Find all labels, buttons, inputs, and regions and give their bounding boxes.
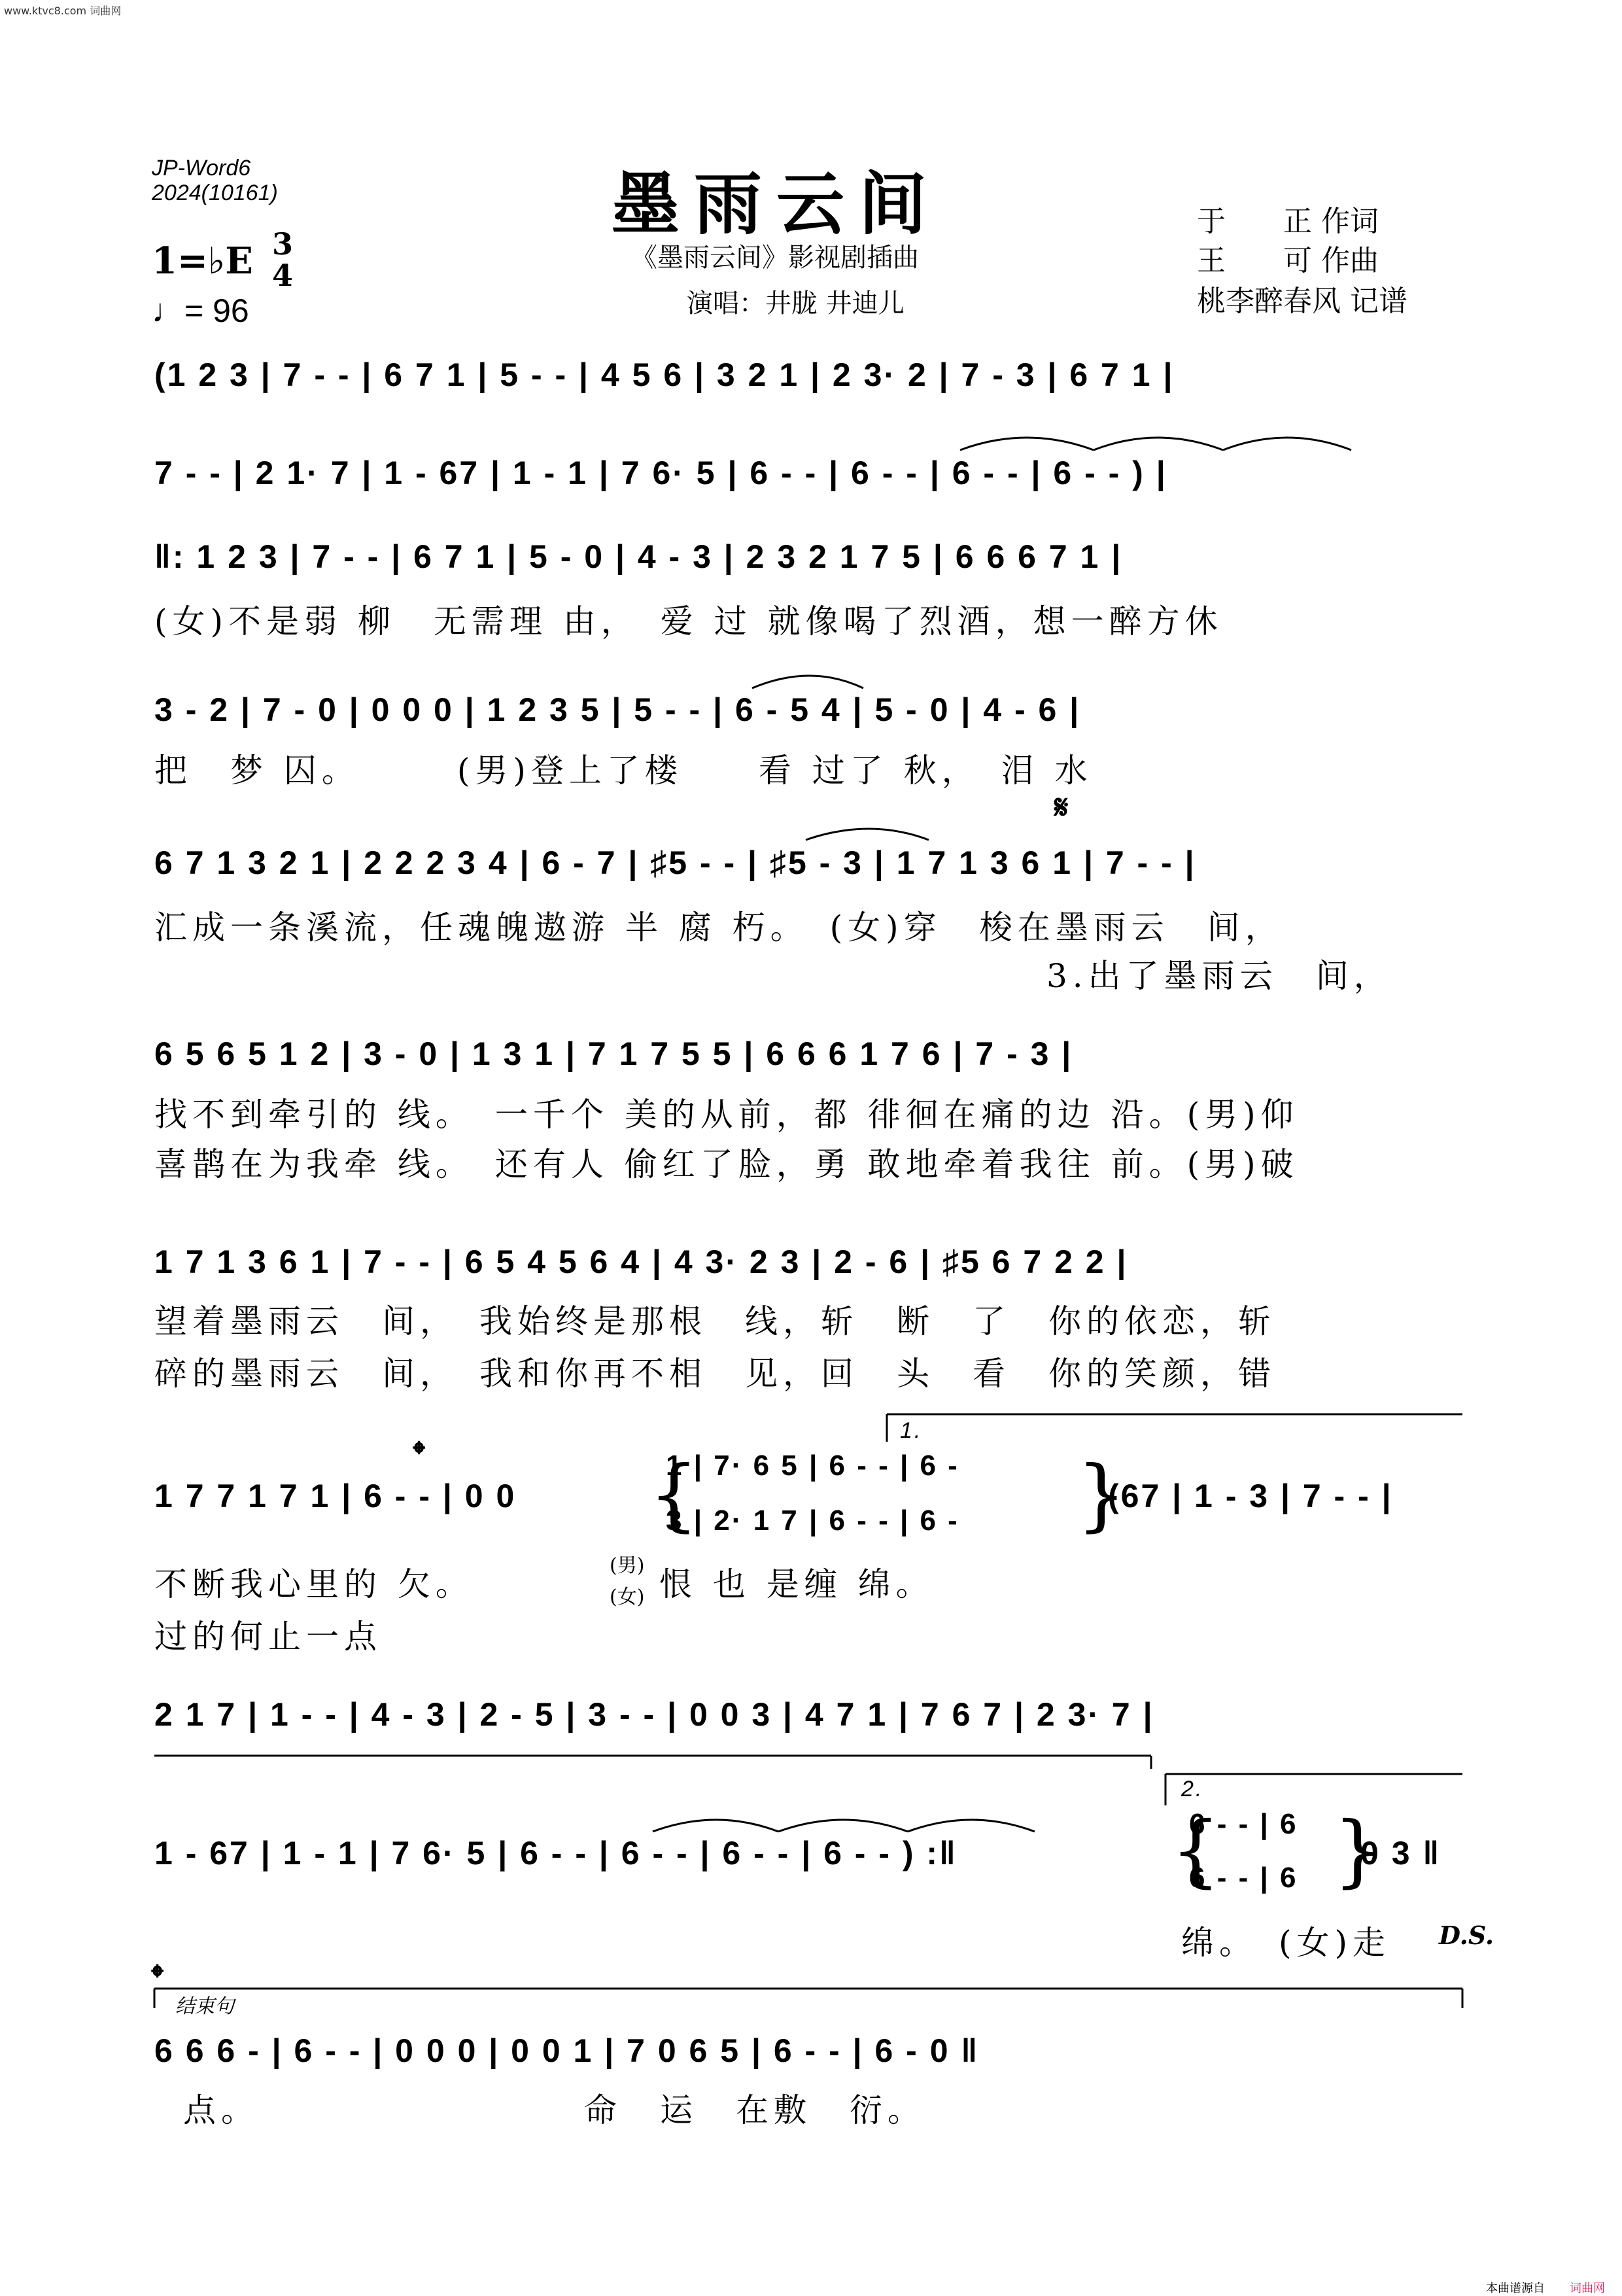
lyricist: 于 正 作词 (1197, 205, 1379, 238)
row-6-lyric-2: 喜鹊在为我牵 线。 还有人 偷红了脸，勇 敢地牵着我往 前。(男)破 (154, 1145, 1299, 1183)
footer-source: 本曲谱源自 (1486, 2282, 1545, 2295)
segno-mark: 𝄋 (1054, 788, 1069, 826)
row-7-lyric-1: 望着墨雨云 间， 我始终是那根 线，斩 断 了 你的依恋，斩 (154, 1302, 1276, 1340)
row-4-lyric-1: 把 梦 囚。 (男)登上了楼 看 过了 秋， 泪 水 (154, 752, 1093, 790)
footer-site: 词曲网 (1570, 2282, 1605, 2295)
row-5-lyric-2: 3.出了墨雨云 间， (1046, 957, 1392, 995)
row-8-brace-right: } (1077, 1450, 1127, 1540)
row-8-voice-female: (女) (610, 1586, 645, 1609)
row-10-brace-right: } (1333, 1805, 1383, 1896)
row-1-notes: (1 2 3 | 7 - - | 6 7 1 | 5 - - | 4 5 6 | 3 2 1 | 2 3· 2 | 7 - 3 | 6 7 1 | (154, 357, 1175, 393)
site-watermark: www.ktvc8.com 词曲网 (4, 5, 122, 17)
coda-mark-2: 𝄌 (152, 1957, 164, 1996)
score-code: 2024(10161) (152, 181, 278, 205)
row-11-notes: 6 6 6 - | 6 - - | 0 0 0 | 0 0 1 | 7 0 6 5 | 6 - - | 6 - 0 ‖ (154, 2032, 980, 2069)
row-8-lower-voice: 3 | 2· 1 7 | 6 - - | 6 - (666, 1505, 959, 1537)
key-signature: 1=♭E (152, 239, 253, 283)
tempo: ♩= 96 (152, 292, 249, 329)
row-8-brace-left: { (649, 1450, 699, 1540)
row-6-lyric-1: 找不到牵引的 线。 一千个 美的从前，都 徘徊在痛的边 沿。(男)仰 (154, 1096, 1299, 1134)
row-9-notes: 2 1 7 | 1 - - | 4 - 3 | 2 - 5 | 3 - - | 0 0 3 | 4 7 1 | 7 6 7 | 2 3· 7 | (154, 1696, 1154, 1733)
time-bottom: 4 (272, 258, 294, 293)
row-8-upper-voice: 1 | 7· 6 5 | 6 - - | 6 - (666, 1450, 959, 1482)
row-10-lyric-1: 绵。 (女)走 (1181, 1924, 1391, 1962)
row-10-volta-label: 2. (1181, 1777, 1204, 1801)
row-5-lyric-1: 汇成一条溪流，任魂魄遨游 半 腐 朽。 (女)穿 梭在墨雨云 间， (154, 909, 1283, 947)
row-5-notes: 6 7 1 3 2 1 | 2 2 2 3 4 | 6 - 7 | ♯5 - - | ♯5 - 3 | 1 7 1 3 6 1 | 7 - - | (154, 844, 1196, 881)
transcriber: 桃李醉春风 记谱 (1197, 285, 1407, 318)
singers: 演唱：井胧 井迪儿 (687, 288, 905, 319)
row-8-voice-lyric: 恨 也 是缠 绵。 (659, 1565, 934, 1603)
row-10-brace-left: { (1171, 1805, 1221, 1896)
row-7-notes: 1 7 1 3 6 1 | 7 - - | 6 5 4 5 6 4 | 4 3· 2 3 | 2 - 6 | ♯5 6 7 2 2 | (154, 1244, 1128, 1280)
ds-mark: D.S. (1439, 1921, 1494, 1950)
software-label: JP-Word6 (152, 156, 251, 181)
page-title: 墨雨云间 (612, 164, 942, 244)
row-6-notes: 6 5 6 5 1 2 | 3 - 0 | 1 3 1 | 7 1 7 5 5 | 6 6 6 1 7 6 | 7 - 3 | (154, 1035, 1073, 1072)
row-10-tail: 0 3 ‖ (1360, 1835, 1441, 1871)
row-10-notes: 1 - 67 | 1 - 1 | 7 6· 5 | 6 - - | 6 - - | 6 - - | 6 - - ) :‖ (154, 1835, 958, 1871)
row-8-voice-male: (男) (610, 1554, 645, 1577)
row-3-notes: ‖: 1 2 3 | 7 - - | 6 7 1 | 5 - 0 | 4 - 3 | 2 3 2 1 7 5 | 6 6 6 7 1 | (154, 538, 1123, 575)
row-8-lyric-2: 过的何止一点 (154, 1618, 382, 1656)
row-3-lyric-1: (女)不是弱 柳 无需理 由， 爱 过 就像喝了烈酒，想一醉方休 (154, 602, 1223, 640)
subtitle: 《墨雨云间》影视剧插曲 (631, 243, 919, 273)
row-8-tail: (67 | 1 - 3 | 7 - - | (1108, 1478, 1393, 1514)
row-11-lyric-1: 点。 命 运 在敷 衍。 (183, 2091, 925, 2129)
coda-mark: 𝄌 (413, 1434, 425, 1472)
time-top: 3 (272, 226, 294, 262)
row-7-lyric-2: 碎的墨雨云 间， 我和你再不相 见，回 头 看 你的笑颜，错 (154, 1355, 1276, 1393)
row-2-notes: 7 - - | 2 1· 7 | 1 - 67 | 1 - 1 | 7 6· 5 | 6 - - | 6 - - | 6 - - | 6 - - ) | (154, 455, 1167, 491)
row-8-lyric-1: 不断我心里的 欠。 (154, 1565, 474, 1603)
coda-label: 结束句 (175, 1995, 234, 2018)
row-10-upper-voice: 6 - - | 6 (1189, 1808, 1298, 1840)
row-4-notes: 3 - 2 | 7 - 0 | 0 0 0 | 1 2 3 5 | 5 - - | 6 - 5 4 | 5 - 0 | 4 - 6 | (154, 691, 1081, 728)
row-10-lower-voice: 6 - - | 6 (1189, 1862, 1298, 1894)
row-8-notes: 1 7 7 1 7 1 | 6 - - | 0 0 (154, 1478, 517, 1514)
row-8-volta-label: 1. (900, 1418, 923, 1443)
composer: 王 可 作曲 (1197, 244, 1379, 277)
